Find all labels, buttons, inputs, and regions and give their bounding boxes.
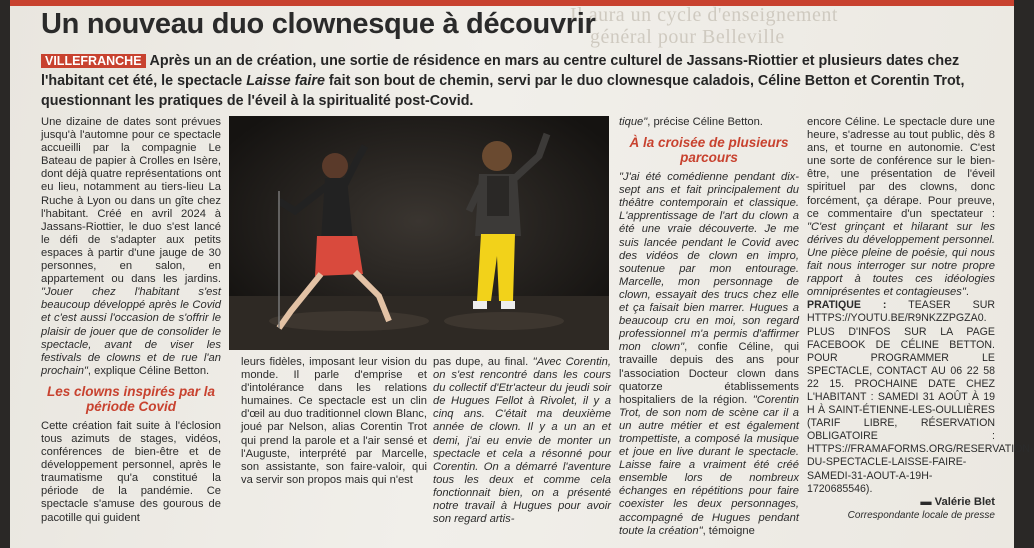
article-headline: Un nouveau duo clownesque à découvrir — [41, 8, 596, 40]
bleed-line-2: général pour Belleville — [590, 26, 785, 48]
show-title: Laisse faire — [246, 73, 325, 89]
col1-quote: "Jouer chez l'habitant s'est beaucoup développé après le Covid et c'est aussi l'occasion de s'offrir le plaisir de jouer que de consolider le spectacle, avant de viser les festivals de clowns et de rue l'an prochain" — [41, 286, 221, 377]
col5-text: encore Céline. Le spectacle dure une heure, s'adresse au tout public, dès 8 ans, et tourne en autonomie. C'est une sorte de conférence sur le bien-être, une présentation de l'éveil spirituel par des clowns, donc forcément, ça dérape. Pour preuve, ce commentaire d'un spectateur : — [807, 116, 995, 220]
author-signature: ▬ Valérie Blet — [920, 495, 995, 508]
col3-text: pas dupe, au final. — [433, 356, 533, 368]
stage-photo — [229, 116, 609, 350]
col1-paragraph-2: Cette création fait suite à l'éclosion tous azimuts de stages, vidéos, conférences de bien-être et de développement personnel, après le traumatisme qu'a constitué la période de la pandémie. Ce spectacle s'amuse des gourous de pacotille qui guident — [41, 419, 221, 524]
location-kicker: VILLEFRANCHE — [41, 54, 146, 68]
col3-quote: "Avec Corentin, on s'est rencontré dans les cours du collectif d'Etr'acteur du jeudi soir de Hugues Fellot à Rivolet, il y a cinq ans. C'était ma deuxième année de clown. Il y a un an et demi, j'ai eu envie de monter un spectacle et cela a résonné pour Corentin. On a démarré l'aventure tous les deux et comme cela fonctionnait bien, on a présenté notre travail à Hugues pour avoir son regard artis- — [433, 356, 611, 526]
clown-duo-illustration — [229, 116, 609, 350]
col4-quote-2: "Corentin Trot, de son nom de scène car il a un autre métier et est également trompettiste, a composé la musique et joue en live durant le spectacle. Laisse faire a vraiment été créé ensemble lors de nombreux échanges en répétitions pour faire coexister les deux personnages, accompagné de Hugues pendant toute la création" — [619, 393, 799, 537]
col4-quote-end: tique" — [619, 116, 648, 128]
column-3 — [433, 356, 611, 526]
subhead-croisee-parcours: À la croisée de plusieurs parcours — [629, 135, 789, 166]
column-2 — [241, 356, 427, 506]
bleed-through-text — [570, 4, 1010, 54]
bleed-line-1: Il aura un cycle d'enseignement — [570, 4, 838, 26]
article-lead — [41, 51, 1001, 111]
subhead-clowns-inspires: Les clowns inspirés par la période Covid — [46, 383, 216, 414]
column-5 — [807, 116, 1034, 526]
lead-text-before: Après un an de création, une sortie de résidence en mars au centre culturel de Jassans-Riottier et plusieurs dates chez l'habitant cet été, le spectacle — [41, 53, 960, 89]
col4-quote-1: "J'ai été comédienne pendant dix-sept ans et fait principalement du théâtre contemporain et classique. L'apprentissage de l'art du clown a été une vraie découverte. Je me suis lancée pendant le Covid avec des vidéos de clown en impro, soutenue par mon entourage. Marcelle, mon personnage de clown, essayait des trucs chez elle et ça faisait bien marrer. Hugues a beaucoup cru en moi, son regard professionnel m'a permis d'affirmer mon clown" — [619, 171, 799, 354]
pratique-text: TEASER SUR HTTPS://YOUTU.BE/R9NKZZPGZA0. PLUS D'INFOS SUR LA PAGE FACEBOOK DE CÉLINE BETTON. POUR PROGRAMMER LE SPECTACLE, CONTACT AU 06 22 58 22 15. PROCHAINE DATE CHEZ L'HABITANT : SAMEDI 31 AOÛT À 19 H À SAINT-ÉTIENNE-LES-OULLIÈRES (TARIF LIBRE, RÉSERVATION OBLIGATOIRE : HTTPS://FRAMAFORMS.ORG/RESERVATION-DU-SPECTACLE-LAISSE-FAIRE-SAMEDI-31-AOUT-A-19H-1720685546). — [807, 299, 1034, 495]
col2-text: leurs fidèles, imposant leur vision du monde. Il parle d'emprise et d'intolérance dans les relations humaines. Ce spectacle est un clin d'œil au duo traditionnel clown Blanc, joué par Nelson, alias Corentin Trot qui prend la parole et a l'air sensé et l'Auguste, interprété par Marcelle, son assistante, son faire-valoir, qui va servir son propos mais qui n'est — [241, 356, 427, 486]
col5-quote: "C'est grinçant et hilarant sur les dérives du développement personnel. Une pièce pleine de poésie, qui nous fait nous interroger sur notre propre rapport à toutes ces idéologies omniprésentes et contagieuses" — [807, 220, 995, 299]
col5-end: . — [965, 286, 969, 299]
newspaper-page — [10, 0, 1034, 548]
col1-attribution: , explique Céline Betton. — [87, 364, 210, 377]
author-name: Valérie Blet — [934, 495, 995, 508]
column-1 — [41, 116, 221, 524]
col4-end: , témoigne — [702, 524, 755, 537]
pratique-label: PRATIQUE : — [807, 299, 887, 312]
lead-text-after: fait son bout de chemin, servi par le duo clownesque caladois, Céline Betton et Corentin Trot, questionnant les pratiques de l'éveil à la spiritualité post-Covid. — [41, 73, 965, 109]
column-4 — [619, 116, 799, 537]
author-role: Correspondante locale de presse — [847, 509, 995, 521]
col1-paragraph-1: Une dizaine de dates sont prévues jusqu'à l'automne pour ce spectacle accueilli par la compagnie Le Bateau de papier à Crolles en Isère, dont déjà quatre représentations ont eu lieu, notamment au tiers-lieu La Ruche à Lyon ou dans un gîte chez l'habitant. Créé en avril 2024 à Jassans-Riottier, le duo s'est lancé le défi de s'adapter aux petits espaces à partir d'une jauge de 30 personnes, en salon, en appartement ou dans les jardins. — [41, 116, 221, 286]
col4-after: , précise Céline Betton. — [647, 116, 763, 128]
col4-mid: , confie Céline, qui travaille depuis des ans pour l'association Docteur clown dans quatorze établissements hospitaliers de la région. — [619, 341, 799, 406]
